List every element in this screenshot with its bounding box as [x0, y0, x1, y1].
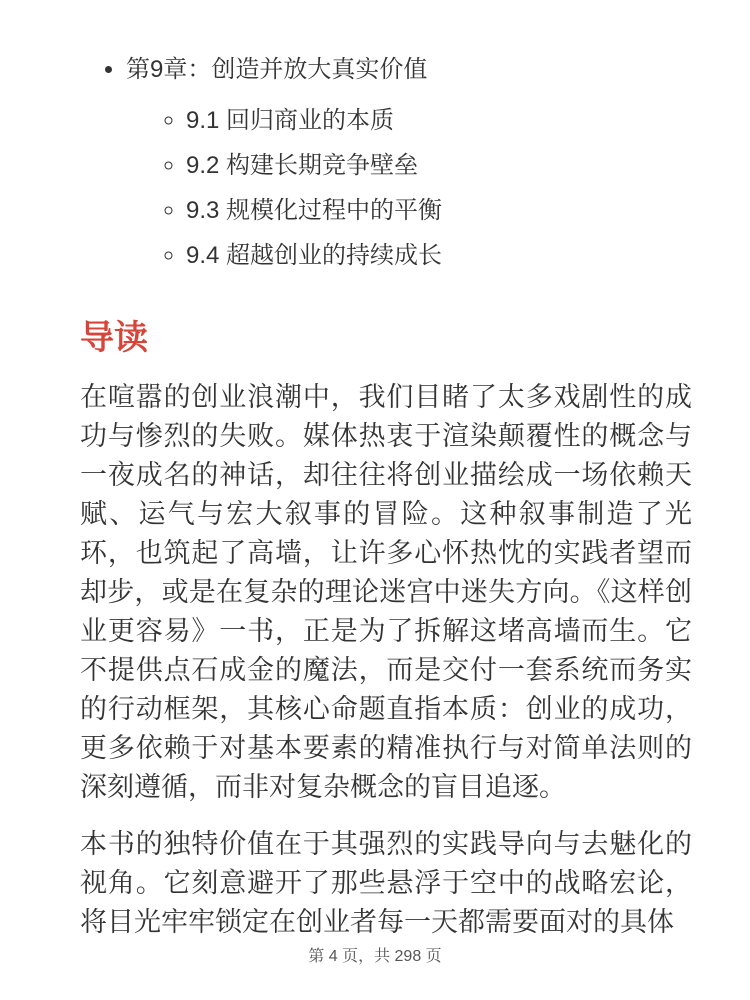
toc-section-item — [186, 233, 692, 278]
page-number: 第 4 页，共 298 页 — [308, 948, 442, 965]
toc-section-list — [126, 98, 692, 278]
toc-chapter-item — [126, 54, 692, 278]
section-heading: 导读 — [80, 319, 148, 357]
table-of-contents — [80, 54, 692, 278]
body-paragraph: 在喧嚣的创业浪潮中，我们目睹了太多戏剧性的成功与惨烈的失败。媒体热衷于渲染颠覆性的概念与一夜成名的神话，却往往将创业描绘成一场依赖天赋、运气与宏大叙事的冒险。这种叙事制造了光环，也筑起了高墙，让许多心怀热忱的实践者望而却步，或是在复杂的理论迷宫中迷失方向。《这样创业更容易》一书，正是为了拆解这堵高墙而生。它不提供点石成金的魔法，而是交付一套系统而务实的行动框架，其核心命题直指本质：创业的成功，更多依赖于对基本要素的精准执行与对简单法则的深刻遵循，而非对复杂概念的盲目追逐。 — [80, 382, 692, 802]
toc-section-label: 9.2 构建长期竞争壁垒 — [186, 152, 419, 179]
toc-section-item — [186, 143, 692, 188]
toc-section-label: 9.1 回归商业的本质 — [186, 107, 395, 134]
toc-section-label: 9.3 规模化过程中的平衡 — [186, 197, 443, 224]
toc-section-item — [186, 188, 692, 233]
toc-chapter-label: 第9章：创造并放大真实价值 — [126, 56, 428, 83]
toc-section-label: 9.4 超越创业的持续成长 — [186, 242, 443, 269]
body-paragraph: 本书的独特价值在于其强烈的实践导向与去魅化的视角。它刻意避开了那些悬浮于空中的战略宏论，将目光牢牢锁定在创业者每一天都需要面对的具体 — [80, 829, 692, 937]
toc-section-item — [186, 98, 692, 143]
